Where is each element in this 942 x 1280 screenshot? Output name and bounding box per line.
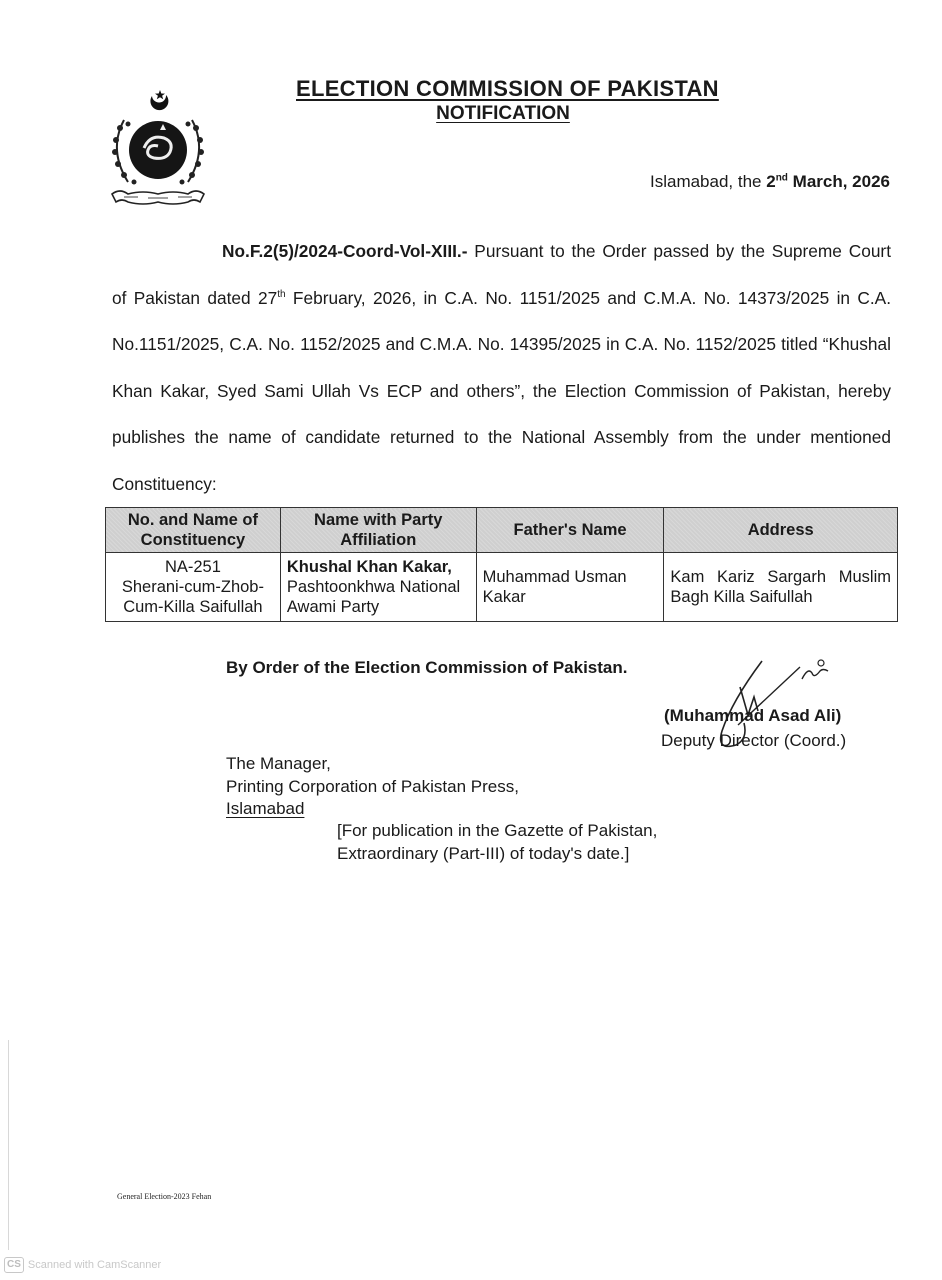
candidate-name: Khushal Khan Kakar, xyxy=(286,558,452,576)
date-day-suffix: nd xyxy=(775,172,788,184)
body-text-part1: Pursuant to the Order passed by the Supreme Court of Pakistan dated 27 xyxy=(112,241,891,308)
document-type-heading: NOTIFICATION xyxy=(436,103,570,124)
date-prefix: Islamabad, the xyxy=(649,172,762,191)
table-row xyxy=(106,553,898,622)
table-header-row xyxy=(106,508,898,553)
recipient-line1: The Manager, xyxy=(226,754,331,773)
returned-candidate-table xyxy=(105,507,898,622)
camscanner-logo-icon: CS xyxy=(4,1257,24,1273)
publication-note xyxy=(337,820,657,865)
order-line: By Order of the Election Commission of Pakistan. xyxy=(226,658,628,677)
header-address: Address xyxy=(664,508,898,553)
header-candidate: Name with Party Affiliation xyxy=(280,508,476,553)
signatory-title: Deputy Director (Coord.) xyxy=(661,731,847,750)
date-suffix: th xyxy=(277,288,286,300)
publication-line1: [For publication in the Gazette of Pakistan, xyxy=(337,821,658,840)
signatory-name: (Muhammad Asad Ali) xyxy=(664,706,842,725)
publication-line2: Extraordinary (Part-III) of today's date.] xyxy=(337,843,630,863)
date-day: 2 xyxy=(766,172,776,191)
address-cell: Kam Kariz Sargarh Muslim Bagh Killa Saifullah xyxy=(664,553,898,622)
reference-number: No.F.2(5)/2024-Coord-Vol-XIII.- xyxy=(222,241,468,261)
scan-edge-line xyxy=(8,1040,9,1250)
camscanner-watermark xyxy=(4,1257,161,1273)
camscanner-text: Scanned with CamScanner xyxy=(27,1259,162,1271)
header-constituency: No. and Name of Constituency xyxy=(106,508,281,553)
constituency-no: NA-251 xyxy=(164,558,221,576)
candidate-cell xyxy=(280,553,476,622)
file-reference: General Election-2023 Fehan xyxy=(117,1192,212,1201)
recipient-city: Islamabad xyxy=(226,799,305,818)
date-month-year: March, 2026 xyxy=(792,172,890,191)
header-father-name: Father's Name xyxy=(476,508,664,553)
organization-title: ELECTION COMMISSION OF PAKISTAN xyxy=(296,76,719,101)
date-line xyxy=(650,172,890,192)
body-text-part2: February, 2026, in C.A. No. 1151/2025 and C.M.A. No. 14373/2025 in C.A. No.1151/2025, C.A. No. 1152/2025 and C.M.A. No. 14395/2025 in C.A. No. 1152/2025 titled “Khushal Khan Kakar, Syed Sami Ullah Vs ECP and others”, the Election Commission of Pakistan, hereby publishes the name of candidate returned to the National Assembly from the under mentioned Constituency: xyxy=(112,287,891,494)
ecp-emblem-icon xyxy=(104,86,212,216)
recipient-line2: Printing Corporation of Pakistan Press, xyxy=(226,776,519,796)
father-name-cell: Muhammad Usman Kakar xyxy=(476,553,664,622)
constituency-name: Sherani-cum-Zhob-Cum-Killa Saifullah xyxy=(121,578,264,616)
notification-body xyxy=(112,228,891,507)
party-affiliation: Pashtoonkhwa National Awami Party xyxy=(286,578,461,616)
constituency-cell xyxy=(106,553,281,622)
recipient-address xyxy=(226,753,519,821)
